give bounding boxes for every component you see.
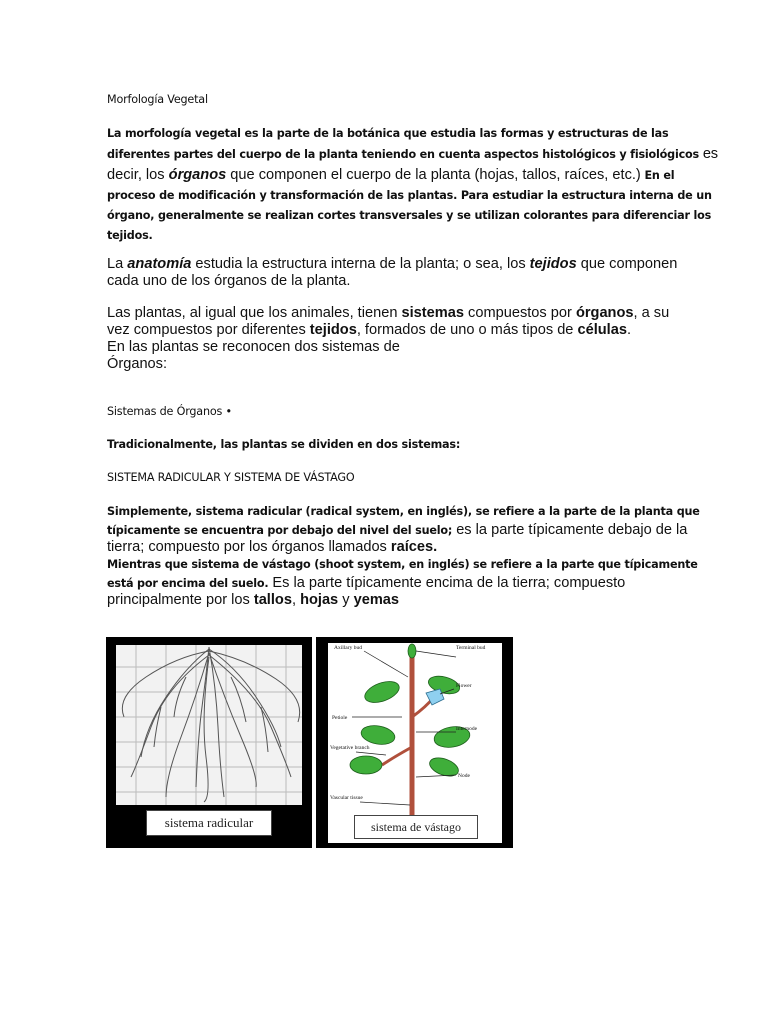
shoot-system-label: sistema de vástago — [354, 815, 478, 839]
systems-paragraph: Las plantas, al igual que los animales, tienen sistemas compuestos por órganos, a su vez compuestos por diferentes tejidos, formados de uno o más tipos de células. En las plantas se reconocen dos sistemas de Órganos: — [107, 305, 670, 372]
page-title: Morfología Vegetal — [107, 93, 208, 106]
root-system-label: sistema radicular — [146, 810, 272, 836]
root-shoot-paragraph: Simplemente, sistema radicular (radical system, en inglés), se refiere a la parte de la planta que típicamente se encuentra por debajo del nivel del suelo; es la parte típicamente debajo de la tierra; compuesto por los órganos llamados raíces. Mientras que sistema de vástago (shoot system, en inglés) se refiere a la parte que típicamente está por encima del suelo. Es la parte típicamente encima de la tierra; compuesto principalmente por los tallos, hojas y yemas — [107, 505, 700, 608]
root-system-figure — [106, 637, 312, 848]
shoot-system-figure — [316, 637, 513, 848]
label-vegetative-branch: Vegetative branch — [330, 745, 370, 751]
label-internode: Internode — [456, 726, 478, 732]
label-flower: Flower — [456, 683, 472, 689]
label-petiole: Petiole — [332, 715, 348, 721]
label-axillary-bud: Axillary bud — [334, 645, 362, 651]
section-heading: Sistemas de Órganos • — [107, 405, 232, 418]
anatomy-paragraph: La anatomía estudia la estructura interna de la planta; o sea, los tejidos que componen cada uno de los órganos de la planta. — [107, 256, 678, 289]
intro-paragraph: La morfología vegetal es la parte de la botánica que estudia las formas y estructuras de las diferentes partes del cuerpo de la planta teniendo en cuenta aspectos histológicos y fisiológicos es decir, los órganos que componen el cuerpo de la planta (hojas, tallos, raíces, etc.) En el proceso de modificación y transformación de las plantas. Para estudiar la estructura interna de un órgano, generalmente se realizan cortes transversales y se utilizan colorantes para diferenciar los tejidos. — [107, 127, 718, 242]
label-vascular-tissue: Vascular tissue — [330, 795, 363, 801]
traditional-line: Tradicionalmente, las plantas se dividen en dos sistemas: — [107, 438, 461, 451]
caps-heading: SISTEMA RADICULAR Y SISTEMA DE VÁSTAGO — [107, 471, 355, 484]
label-terminal-bud: Terminal bud — [456, 645, 486, 651]
label-node: Node — [458, 773, 470, 779]
